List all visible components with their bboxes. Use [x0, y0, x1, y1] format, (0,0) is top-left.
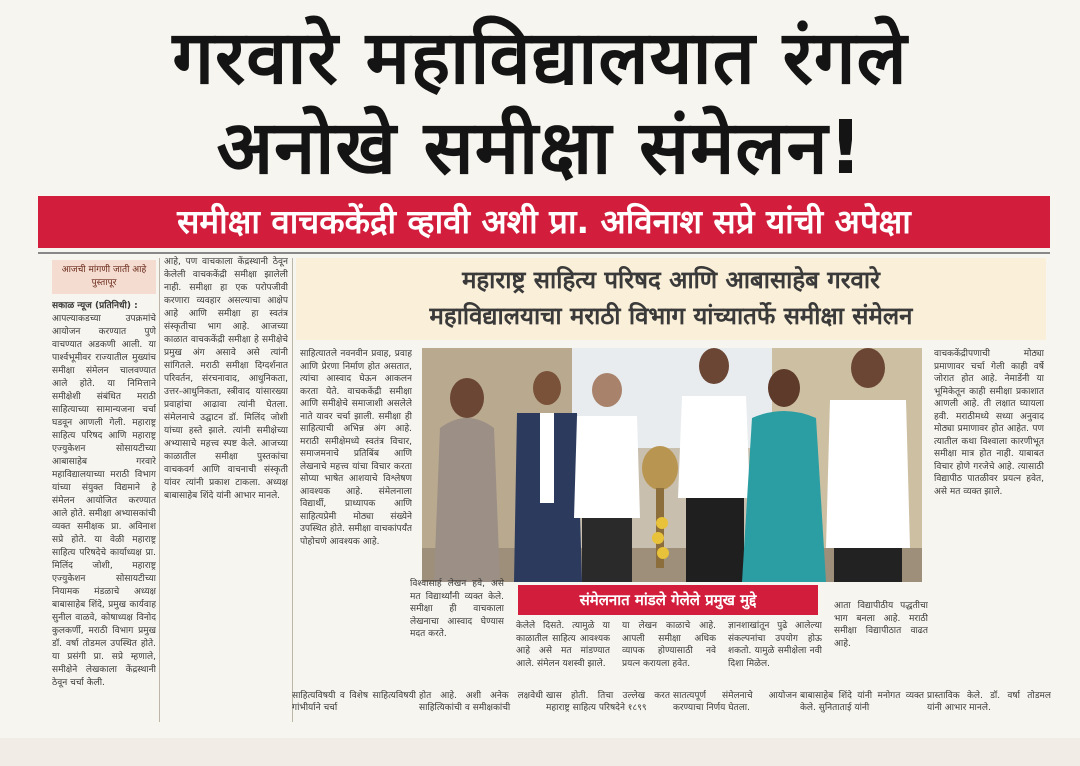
headline-line-1: गरवारे महाविद्यालयात रंगले — [172, 15, 908, 101]
byline: सकाळ न्यूज (प्रतिनिधी) : — [52, 301, 138, 311]
column-text: वाचककेंद्रीपणाची मोठ्या प्रमाणावर चर्चा गेली काही वर्षे जोरात होत आहे. नेमाडेंनी या भूमिकेतून काही समीक्षा प्रकाशात आणली आहे. ती लक्षात घ्यायला हवी. मराठीमध्ये सध्या अनुवाद मोठ्या प्रमाणावर होत आहेत. पण त्यातील कथा विश्वाला कारणीभूत समीक्षा मात्र होत नाही. याबाबत विचार होणे गरजेचे आहे. त्यासाठी विद्यापीठ पातळीवर प्रयत्न हवेत, असे मत व्यक्त झाले. — [934, 349, 1044, 497]
subtitle-banner: समीक्षा वाचककेंद्री व्हावी अशी प्रा. अविनाश सप्रे यांची अपेक्षा — [38, 196, 1050, 248]
column-text: साहित्यातले नवनवीन प्रवाह, प्रवाह आणि प्रेरणा निर्माण होत असतात, त्यांचा आस्वाद घेऊन आकलन करता येते. वाचककेंद्री समीक्षा आणि समीक्षेचे समाजाशी असलेले नाते यावर चर्चा झाली. समीक्षा ही साहित्याची अभिन्न अंग आहे. मराठी समीक्षेमध्ये स्वतंत्र विचार, समाजमनाचे प्रतिबिंब आणि लेखनाचे महत्त्व यांचा विचार करता सोप्या भाषेत आशयाचे विश्लेषण आवश्यक आहे. संमेलनाला विद्यार्थी, प्राध्यापक आणि साहित्यप्रेमी मोठ्या संख्येने उपस्थित होते. समीक्षा वाचकांपर्यंत पोहोचणे आवश्यक आहे. — [300, 349, 412, 547]
column-text: या लेखन काळाचे आहे. आपली समीक्षा अधिक व्यापक होण्यासाठी नवे प्रयत्न करायला हवेत. — [622, 621, 716, 669]
headline-line-2: अनोखे समीक्षा संमेलन! — [216, 105, 864, 191]
bottom-text: प्रास्ताविक केले. डॉ. वर्षा तोडमल यांनी आभार मानले. — [927, 691, 1051, 713]
article-column-1 — [52, 260, 156, 722]
subheadline-line-1: महाराष्ट्र साहित्य परिषद आणि आबासाहेब गरवारे — [462, 266, 880, 294]
column-heading: आजची मांगणी जाती आहे पुस्तापूर — [52, 260, 156, 294]
bottom-text: साहित्यविषयी व विशेष साहित्यविषयी गांभीर्याने चर्चा — [292, 691, 416, 713]
group-photo-illustration — [422, 348, 922, 582]
bottom-text-1 — [410, 578, 504, 686]
bottom-strip — [292, 690, 1052, 720]
photo-caption-banner: संमेलनात मांडले गेलेले प्रमुख मुद्दे — [518, 585, 818, 615]
bottom-text: बाबासाहेब शिंदे यांनी मनोगत व्यक्त केले. सुनिताताई यांनी — [800, 691, 924, 713]
article-column-2 — [164, 256, 288, 722]
column-text: ज्ञानशाखांतून पुढे आलेल्या संकल्पनांचा उपयोग होऊ शकतो. यामुळे समीक्षेला नवी दिशा मिळेल. — [728, 621, 822, 669]
column-text: आता विद्यापीठीय पद्धतीचा भाग बनला आहे. मराठी समीक्षा विद्यापीठात वाढत आहे. — [834, 601, 928, 649]
article-column-3 — [300, 348, 412, 684]
column-text: केलेले दिसते. त्यामुळे या काळातील साहित्य आवश्यक आहे असे मत मांडण्यात आले. संमेलन यशस्वी झाले. — [516, 621, 610, 669]
column-divider — [292, 258, 293, 722]
event-photo — [422, 348, 922, 582]
column-text: विश्वासार्ह लेखन हवे, असे मत विद्यार्थ्यांनी व्यक्त केले. समीक्षा ही वाचकाला लेखनाचा आस्वाद घेण्यास मदत करते. — [410, 579, 504, 639]
bottom-text: खास होती. तिचा उल्लेख करत महाराष्ट्र साहित्य परिषदेने १८९९ — [546, 691, 670, 713]
bottom-text: सातत्यपूर्ण संमेलनाचे आयोजन करण्याचा निर्णय घेतला. — [673, 691, 797, 713]
article-column-4 — [934, 348, 1044, 684]
column-text: आपल्याकडच्या उपक्रमांचे आयोजन करण्यात पुणे वाचण्यात अडकणी आली. या पार्श्वभूमीवर राज्यातील मुख्यांच समीक्षा संमेलन चालवण्यात आले होते. या निमित्ताने समीक्षेशी संबंधित मराठी साहित्याच्या सामान्यजना चर्चा घडवून आणली गेली. महाराष्ट्र साहित्य परिषद आणि महाराष्ट्र एज्युकेशन सोसायटीच्या आबासाहेब गरवारे महाविद्यालयाच्या मराठी विभाग यांच्या संयुक्त विद्यमाने हे संमेलन आयोजित करण्यात आले होते. समीक्षा अभ्यासकांची व्यक्त समीक्षक प्रा. अविनाश सप्रे होते. या वेळी महाराष्ट्र साहित्य परिषदेचे कार्याध्यक्ष प्रा. मिलिंद जोशी, महाराष्ट्र एज्युकेशन सोसायटीच्या नियामक मंडळाचे अध्यक्ष बाबासाहेब शिंदे, प्रमुख कार्यवाह सुनील वाळवे, कोषाध्यक्ष विनोद कुलकर्णी, मराठी विभाग प्रमुख डॉ. वर्षा तोडमल उपस्थित होते. या प्रसंगी प्रा. सप्रे म्हणाले, समीक्षेने लेखकाला केंद्रस्थानी ठेवून चर्चा केली. — [52, 314, 156, 688]
column-text: आहे, पण वाचकाला केंद्रस्थानी ठेवून केलेली वाचककेंद्री समीक्षा झालेली नाही. समीक्षा हा एक परोपजीवी करणारा व्यवहार असल्याचा आक्षेप आहे आणि समीक्षा हा स्वतंत्र संस्कृतीचा भाग आहे. आजच्या काळात वाचककेंद्री समीक्षा हे समीक्षेचे प्रमुख अंग असावे असे त्यांनी सांगितले. मराठी समीक्षा दिग्दर्शनात परिवर्तन, संरचनावाद, आधुनिकता, उत्तर-आधुनिकता, स्त्रीवाद यांसारख्या प्रवाहांचा आढावा त्यांनी घेतला. संमेलनाचे उद्घाटन डॉ. मिलिंद जोशी यांच्या हस्ते झाले. त्यांनी समीक्षेच्या अभ्यासाचे महत्त्व स्पष्ट केले. आजच्या काळातील समीक्षा पुस्तकांचा वाचकवर्ग आणि वाचनाची संस्कृती यांवर त्यांनी प्रकाश टाकला. अध्यक्ष बाबासाहेब शिंदे यांनी आभार मानले. — [164, 257, 288, 501]
page-footer — [0, 738, 1080, 766]
subheadline-line-2: महाविद्यालयाचा मराठी विभाग यांच्यातर्फे समीक्षा संमेलन — [429, 302, 913, 330]
divider — [38, 252, 1050, 254]
bottom-text: होत आहे. अशी अनेक लक्षवेधी साहित्यिकांची व समीक्षकांची — [419, 691, 543, 713]
column-divider — [159, 258, 160, 722]
